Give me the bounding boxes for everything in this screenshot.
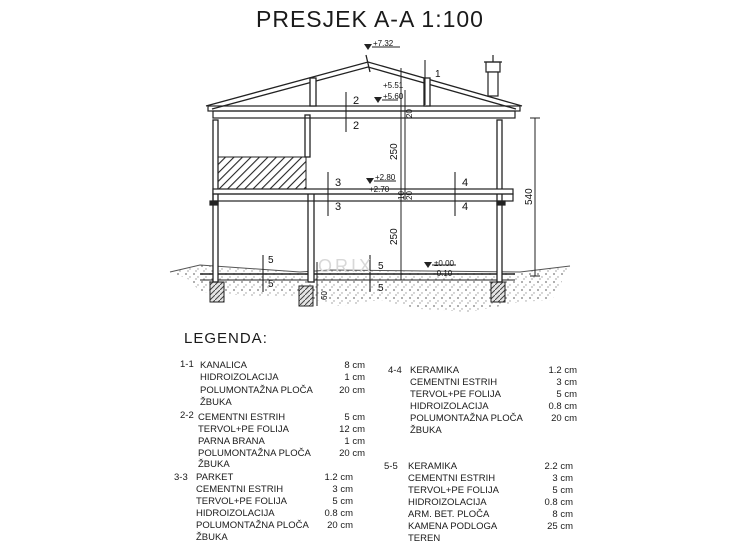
legend-material: ARM. BET. PLOČA <box>408 509 490 520</box>
legend-material: KERAMIKA <box>410 365 460 376</box>
legend-group-2-2 <box>180 410 370 480</box>
legend-material: TERVOL+PE FOLIJA <box>410 389 501 400</box>
legend-material: CEMENTNI ESTRIH <box>198 412 286 423</box>
chimney <box>484 55 502 96</box>
legend-material: CEMENTNI ESTRIH <box>410 377 498 388</box>
legend-material: KANALICA <box>200 360 247 371</box>
legend-thickness: 20 cm <box>339 448 365 459</box>
legend-title: LEGENDA: <box>184 330 268 347</box>
legend-material: POLUMONTAŽNA PLOČA <box>198 448 311 459</box>
legend-group-code: 1-1 <box>180 359 194 370</box>
legend-material: ŽBUKA <box>198 459 230 470</box>
level-ground-under: -0.10 <box>434 269 453 278</box>
legend-thickness: 20 cm <box>339 385 365 396</box>
legend-thickness: 8 cm <box>552 509 573 520</box>
legend-thickness: 3 cm <box>556 377 577 388</box>
level-mid-under: +2.70 <box>369 185 390 194</box>
legend-material: ŽBUKA <box>196 532 228 543</box>
legend-thickness: 20 cm <box>327 520 353 531</box>
dim-upper-storey: 250 <box>389 143 400 160</box>
legend-group-3-3 <box>174 472 369 550</box>
level-upper-under: +5.51 <box>383 81 404 90</box>
legend-material: CEMENTNI ESTRIH <box>196 484 284 495</box>
legend-material: TERVOL+PE FOLIJA <box>198 424 289 435</box>
attic-slab <box>208 106 520 118</box>
hatched-wall <box>218 157 306 189</box>
layer-marker-ground-c: 5 <box>378 261 384 272</box>
legend-thickness: 1.2 cm <box>324 472 353 483</box>
layer-marker-ground-d: 5 <box>378 283 384 294</box>
level-ridge: +7.32 <box>373 39 394 48</box>
legend-thickness: 1 cm <box>344 436 365 447</box>
level-upper: +5.60 <box>383 92 404 101</box>
legend-group-code: 5-5 <box>384 461 398 472</box>
legend-material: TERVOL+PE FOLIJA <box>408 485 499 496</box>
level-mid: +2.80 <box>375 173 396 182</box>
footing-left <box>210 282 224 302</box>
legend-thickness: 5 cm <box>552 485 573 496</box>
legend-group-code: 2-2 <box>180 410 194 421</box>
dim-slab-mid-thin: 10 <box>397 191 406 200</box>
legend-material: TEREN <box>408 533 441 544</box>
legend-thickness: 0.8 cm <box>548 401 577 412</box>
page-title: PRESJEK A-A 1:100 <box>256 6 484 32</box>
legend-material: POLUMONTAŽNA PLOČA <box>200 385 313 396</box>
layer-marker-attic-bottom: 2 <box>353 120 360 132</box>
layer-marker-ground-a: 5 <box>268 255 274 266</box>
dim-lower-storey: 250 <box>389 228 400 245</box>
layer-marker-floor-top: 3 <box>335 177 342 189</box>
dim-slab-mid: 20 <box>405 191 414 200</box>
layer-marker-attic-top: 2 <box>353 95 360 107</box>
watermark: ORIX <box>318 256 375 276</box>
layer-marker-ground-b: 5 <box>268 279 274 290</box>
legend-thickness: 5 cm <box>344 412 365 423</box>
legend-group-5-5 <box>384 461 584 547</box>
roof <box>206 55 522 109</box>
legend-thickness: 3 cm <box>332 484 353 495</box>
legend-thickness: 2.2 cm <box>544 461 573 472</box>
legend-thickness: 8 cm <box>344 360 365 371</box>
legend-material: KERAMIKA <box>408 461 458 472</box>
legend-thickness: 3 cm <box>552 473 573 484</box>
legend-material: KAMENA PODLOGA <box>408 521 498 532</box>
legend-thickness: 1.2 cm <box>548 365 577 376</box>
legend-material: TERVOL+PE FOLIJA <box>196 496 287 507</box>
legend-thickness: 0.8 cm <box>324 508 353 519</box>
legend-thickness: 20 cm <box>551 413 577 424</box>
dim-foundation: 60 <box>320 291 329 300</box>
legend-material: POLUMONTAŽNA PLOČA <box>196 520 309 531</box>
legend-thickness: 12 cm <box>339 424 365 435</box>
level-ground: ±0.00 <box>434 259 454 268</box>
legend-group-code: 3-3 <box>174 472 188 483</box>
legend-group-4-4 <box>388 365 588 435</box>
legend-group-code: 4-4 <box>388 365 402 376</box>
legend-thickness: 25 cm <box>547 521 573 532</box>
legend-material: HIDROIZOLACIJA <box>410 401 489 412</box>
dim-total-height: 540 <box>524 188 535 205</box>
dim-slab-upper: 20 <box>405 109 414 118</box>
layer-marker-floor-right-top: 4 <box>462 177 469 189</box>
legend-material: ŽBUKA <box>410 425 442 436</box>
legend-thickness: 5 cm <box>332 496 353 507</box>
legend-thickness: 5 cm <box>556 389 577 400</box>
legend-material: HIDROIZOLACIJA <box>200 372 279 383</box>
legend-material: ŽBUKA <box>200 397 232 408</box>
legend-thickness: 0.8 cm <box>544 497 573 508</box>
layer-marker-roof: 1 <box>435 69 441 80</box>
legend-material: PARKET <box>196 472 234 483</box>
legend-material: HIDROIZOLACIJA <box>408 497 487 508</box>
layer-marker-floor-bottom: 3 <box>335 201 342 213</box>
legend-material: HIDROIZOLACIJA <box>196 508 275 519</box>
legend-thickness: 1 cm <box>344 372 365 383</box>
footing-right <box>491 282 505 302</box>
layer-marker-floor-right-bottom: 4 <box>462 201 469 213</box>
legend-material: PARNA BRANA <box>198 436 265 447</box>
legend-material: POLUMONTAŽNA PLOČA <box>410 413 523 424</box>
footing-middle <box>299 286 313 306</box>
legend-material: CEMENTNI ESTRIH <box>408 473 496 484</box>
